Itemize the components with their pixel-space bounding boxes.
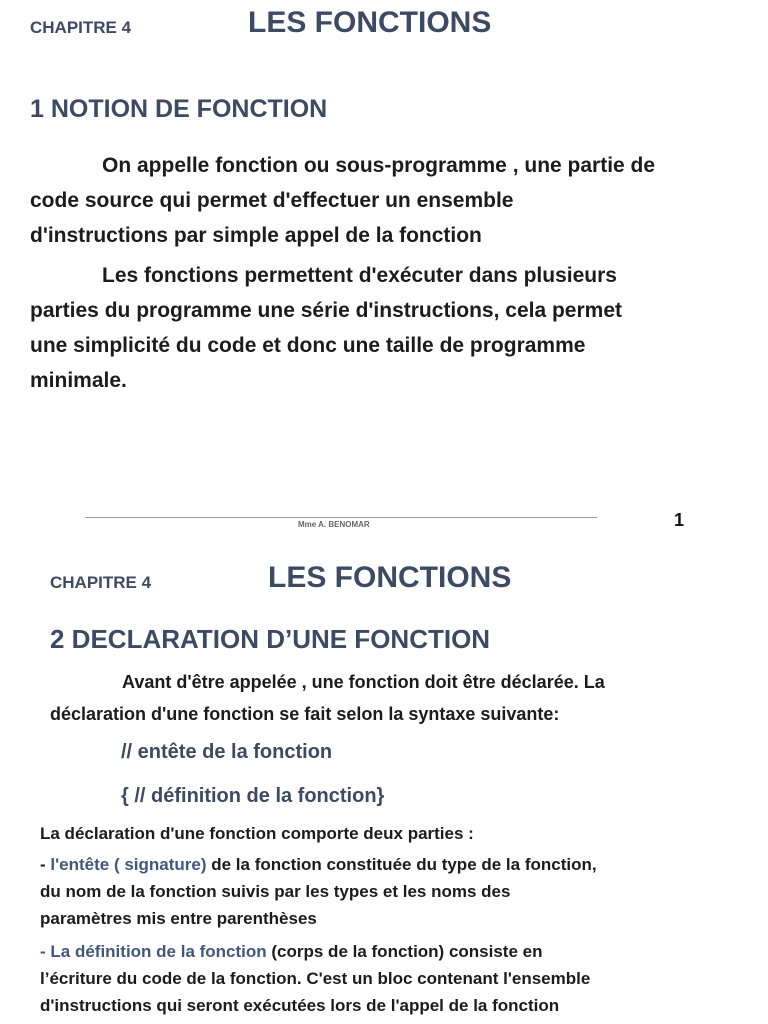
chapter-label: CHAPITRE 4 — [50, 573, 152, 592]
footer-author: Mme A. BENOMAR — [298, 520, 370, 529]
paragraph-line: parties du programme une série d'instructions, cela permet — [30, 299, 622, 322]
paragraph-line: d'instructions par simple appel de la fonction — [30, 224, 482, 247]
paragraph-line: code source qui permet d'effectuer un ensemble — [30, 189, 514, 212]
paragraph-line: du nom de la fonction suivis par les types et les noms des — [40, 882, 511, 901]
paragraph-line — [40, 938, 590, 965]
paragraph-line: l’écriture du code de la fonction. C'est un bloc contenant l'ensemble — [40, 969, 591, 988]
paragraph-line: Les fonctions permettent d'exécuter dans plusieurs — [102, 264, 617, 287]
paragraph-intro — [50, 666, 605, 730]
section-heading: 2 DECLARATION D’UNE FONCTION — [50, 624, 491, 654]
term-signature: l'entête ( signature) — [50, 855, 207, 874]
paragraph-line: Avant d'être appelée , une fonction doit être déclarée. La — [122, 672, 605, 692]
footer-divider — [85, 517, 597, 518]
page-number: 1 — [674, 510, 685, 530]
paragraph-line: minimale. — [30, 369, 127, 392]
section-heading: 1 NOTION DE FONCTION — [30, 95, 328, 123]
paragraph-definition — [30, 148, 750, 253]
paragraph-purpose — [30, 258, 750, 398]
paragraph-line: une simplicité du code et donc une taille de programme — [30, 334, 586, 357]
paragraph-line: On appelle fonction ou sous-programme , une partie de — [102, 154, 656, 177]
chapter-label: CHAPITRE 4 — [30, 18, 132, 37]
chapter-title: LES FONCTIONS — [268, 561, 512, 594]
paragraph-line — [40, 851, 597, 878]
chapter-title: LES FONCTIONS — [248, 6, 492, 39]
dash: - — [40, 855, 51, 874]
term-description: (corps de la fonction) consiste en — [266, 942, 543, 961]
parts-intro: La déclaration d'une fonction comporte deux parties : — [40, 824, 474, 843]
term-definition: - La définition de la fonction — [40, 942, 267, 961]
paragraph-line: paramètres mis entre parenthèses — [40, 909, 317, 928]
syntax-body-line: { // définition de la fonction} — [121, 785, 385, 807]
paragraph-line: d'instructions qui seront exécutées lors de l'appel de la fonction — [40, 996, 560, 1015]
part-definition — [40, 938, 590, 1019]
paragraph-line: déclaration d'une fonction se fait selon la syntaxe suivante: — [50, 704, 560, 724]
syntax-header-line: // entête de la fonction — [121, 741, 333, 763]
term-description: de la fonction constituée du type de la fonction, — [206, 855, 597, 874]
part-signature — [40, 851, 597, 932]
